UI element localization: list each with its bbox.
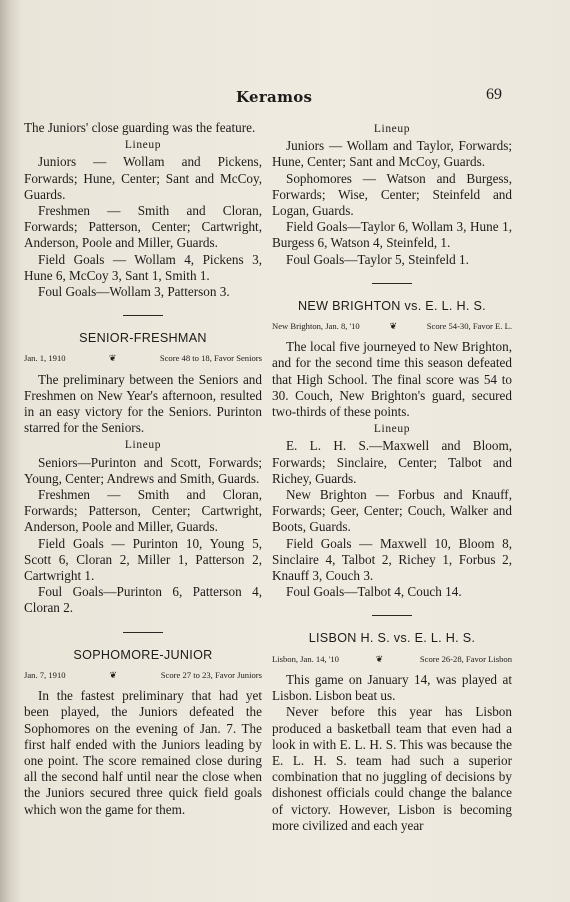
team-lineup: Sophomores — Watson and Burgess, Forwards; Wise, Center; Steinfeld and Logan, Guards. xyxy=(272,170,512,219)
team-lineup: Seniors—Purinton and Scott, Forwards; Young, Center; Andrews and Smith, Guards. xyxy=(24,454,262,486)
game-report: In the fastest preliminary that had yet been played, the Juniors defeated the Sophomores on the evening of Jan. 7. The first half ended with the Juniors leading by one point. The score remained close during all the second half until near the close when the Juniors secured three quick field goals which won the game for them. xyxy=(24,688,262,817)
lineup-heading: Lineup xyxy=(373,423,411,436)
game-date: Lisbon, Jan. 14, '10 xyxy=(272,653,339,664)
game-report: The local five journeyed to New Brighton, and for the second time this season defeated that High School. The final score was 54 to 30. Couch, New Brighton's guard, secured two-thirds of these points. xyxy=(272,339,512,420)
team-lineup: Freshmen — Smith and Cloran, Forwards; Patterson, Center; Cartwright, Anderson, Poole and Miller, Guards. xyxy=(24,203,262,251)
fleur-ornament-icon: ❦ xyxy=(375,653,384,664)
game-meta xyxy=(24,350,262,366)
foul-goals: Foul Goals—Wollam 3, Patterson 3. xyxy=(38,284,230,300)
team-lineup: Freshmen — Smith and Cloran, Forwards; Patterson, Center; Cartwright, Anderson, Poole and Miller, Guards. xyxy=(24,487,262,535)
team-lineup: E. L. H. S.—Maxwell and Bloom, Forwards; Sinclaire, Center; Talbot and Richey, Guards. xyxy=(272,438,512,486)
section-divider xyxy=(123,632,163,633)
field-goals: Field Goals—Taylor 6, Wollam 3, Hune 1, Burgess 6, Watson 4, Steinfeld, 1. xyxy=(272,219,512,251)
section-divider xyxy=(372,615,412,616)
game-title: NEW BRIGHTON vs. E. L. H. S. xyxy=(297,298,486,313)
game-title: LISBON H. S. vs. E. L. H. S. xyxy=(308,631,476,646)
game-score: Score 48 to 18, Favor Seniors xyxy=(159,353,262,364)
game-score: Score 54-30, Favor E. L. xyxy=(426,321,512,332)
foul-goals: Foul Goals—Purinton 6, Patterson 4, Cloran 2. xyxy=(24,584,262,616)
foul-goals: Foul Goals—Talbot 4, Couch 14. xyxy=(286,584,462,600)
game-date: Jan. 1, 1910 xyxy=(24,353,66,364)
game-score: Score 26-28, Favor Lisbon xyxy=(419,653,512,664)
fleur-ornament-icon: ❦ xyxy=(109,669,117,680)
game-meta xyxy=(272,318,512,334)
field-goals: Field Goals — Purinton 10, Young 5, Scott 6, Cloran 2, Miller 1, Patterson 2, Cartwright 1. xyxy=(24,535,262,584)
team-lineup: Juniors — Wollam and Pickens, Forwards; Hune, Center; Sant and McCoy, Guards. xyxy=(24,154,262,202)
game-title: SENIOR-FRESHMAN xyxy=(79,331,207,346)
lineup-heading: Lineup xyxy=(373,123,411,135)
game-meta xyxy=(272,651,512,667)
left-column xyxy=(24,120,262,818)
lineup-heading: Lineup xyxy=(124,439,162,452)
game-report: Never before this year has Lisbon produced a basketball team that even had a look in with E. L. H. S. This was because the E. L. H. S. team had such a superior combination that no juggling of decisions by dishonest officials could change the balance of victory. However, Lisbon is becoming more civilized and each year xyxy=(272,704,512,833)
fleur-ornament-icon: ❦ xyxy=(108,353,117,364)
fleur-ornament-icon: ❦ xyxy=(389,321,398,332)
game-report: The preliminary between the Seniors and Freshmen on New Year's afternoon, resulted in an easy victory for the Seniors. Purinton starred for the Seniors. xyxy=(24,371,262,436)
game-date: Jan. 7, 1910 xyxy=(24,669,66,680)
game-score: Score 27 to 23, Favor Juniors xyxy=(160,669,262,680)
page-number: 69 xyxy=(486,86,502,103)
team-lineup: New Brighton — Forbus and Knauff, Forwards; Geer, Center; Couch, Walker and Boots, Guards. xyxy=(272,487,512,535)
section-divider xyxy=(123,315,163,316)
game-date: New Brighton, Jan. 8, '10 xyxy=(272,321,360,332)
team-lineup: Juniors — Wollam and Taylor, Forwards; Hune, Center; Sant and McCoy, Guards. xyxy=(272,138,512,170)
right-column xyxy=(272,120,512,834)
page-header xyxy=(0,86,570,110)
game-report: This game on January 14, was played at Lisbon. Lisbon beat us. xyxy=(272,671,512,704)
game-title: SOPHOMORE-JUNIOR xyxy=(73,647,213,662)
field-goals: Field Goals — Wollam 4, Pickens 3, Hune 6, McCoy 3, Sant 1, Smith 1. xyxy=(24,251,262,283)
field-goals: Field Goals — Maxwell 10, Bloom 8, Sinclaire 4, Talbot 2, Richey 1, Forbus 2, Knauff 3, Couch 3. xyxy=(272,535,512,584)
running-title: Keramos xyxy=(236,88,313,106)
section-divider xyxy=(372,283,412,284)
foul-goals: Foul Goals—Taylor 5, Steinfeld 1. xyxy=(286,251,469,267)
lineup-heading: Lineup xyxy=(124,139,162,152)
intro-paragraph: The Juniors' close guarding was the feature. xyxy=(24,120,256,135)
game-meta xyxy=(24,667,262,683)
